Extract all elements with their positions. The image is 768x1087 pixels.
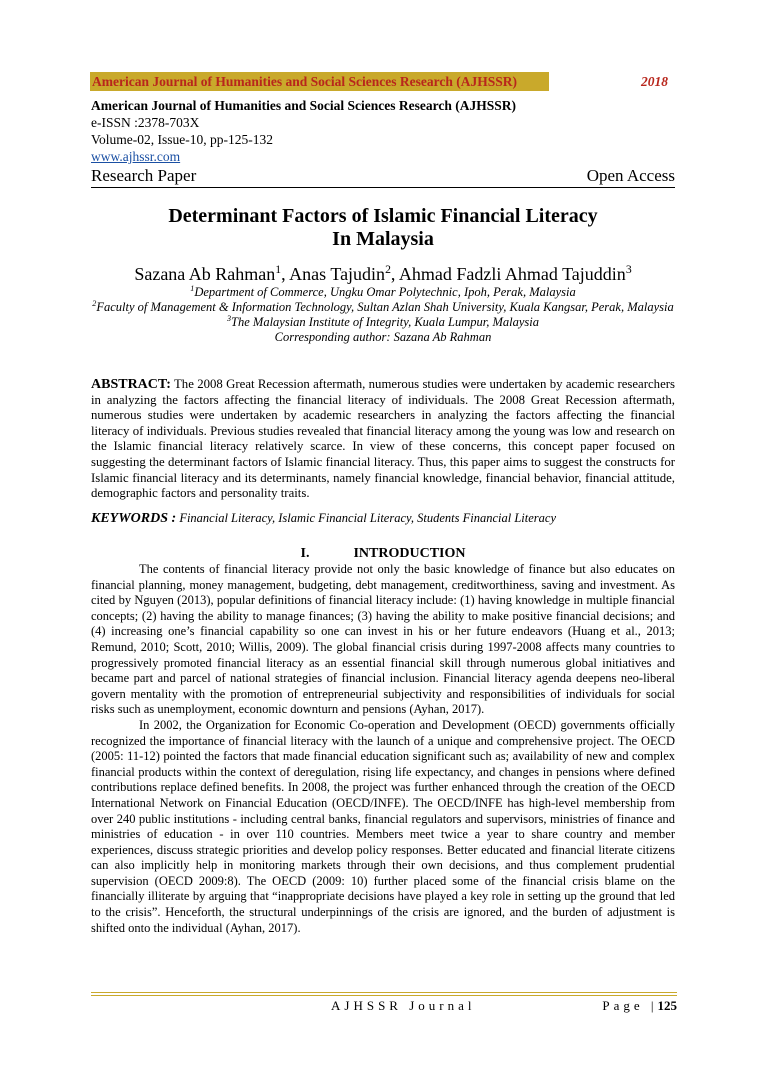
- journal-header-bar: [90, 72, 676, 91]
- body-text: [91, 562, 675, 936]
- affiliation-text: Department of Commerce, Ungku Omar Polytechnic, Ipoh, Perak, Malaysia: [194, 285, 576, 299]
- keywords-text: Financial Literacy, Islamic Financial Literacy, Students Financial Literacy: [179, 511, 556, 525]
- author-name: Anas Tajudin: [289, 264, 386, 284]
- author-name: Sazana Ab Rahman: [134, 264, 276, 284]
- footer-page-label: Page |: [602, 998, 658, 1013]
- meta-journal-name: American Journal of Humanities and Social Sciences Research (AJHSSR): [91, 98, 516, 113]
- affiliation-3: [91, 315, 675, 330]
- keywords-label: KEYWORDS :: [91, 511, 177, 526]
- affiliations: [91, 285, 675, 345]
- header-year: [549, 72, 676, 91]
- author-sup: 1: [275, 263, 282, 276]
- section-heading: [91, 546, 675, 562]
- footer-rule: [91, 992, 677, 996]
- title-line-1: Determinant Factors of Islamic Financial Literacy: [168, 205, 598, 227]
- paper-type: Research Paper: [91, 166, 197, 185]
- abstract-label: ABSTRACT:: [91, 377, 171, 392]
- footer-page-number: 125: [657, 998, 677, 1013]
- footer-journal: AJHSSR Journal: [331, 998, 476, 1013]
- abstract: [91, 377, 675, 502]
- author-sep: ,: [390, 264, 399, 284]
- affiliation-sup: 1: [190, 283, 195, 293]
- footer-page: [602, 998, 677, 1014]
- author-name: Ahmad Fadzli Ahmad Tajuddin: [398, 264, 626, 284]
- paper-title: [91, 205, 675, 251]
- section-number: I.: [300, 546, 310, 561]
- corresponding-author: Corresponding author: Sazana Ab Rahman: [274, 330, 492, 344]
- author-sup: 2: [385, 263, 391, 276]
- author-list: [91, 264, 675, 285]
- keywords: [91, 511, 675, 527]
- paragraph: The contents of financial literacy provide not only the basic knowledge of finance but also educates on financial planning, money management, budgeting, debt management, creditworthiness, saving and investment. As cited by Nguyen (2013), popular definitions of financial literacy include: (1) having knowledge in multiple financial concepts; (2) having the ability to manage finances; (3) having the ability to make positive financial decisions; and (4) increasing one’s financial capability so one can invest in his or her future endeavors (Huang et al., 2013; Remund, 2010; Scott, 2010; Willis, 2009). The global financial crisis during 1997-2008 affects many countries to progressively promoted financial literacy as an essential financial skill through numerous global initiatives and became part and parcel of national strategies of financial inclusion. Financial literacy agenda deepens neo-liberal govern mentality with the promotion of entrepreneurial subjectivity and responsibilities of individuals for social risks such as unemployment, economic downturn and pensions (Ayhan, 2017).: [91, 562, 675, 717]
- paper-type-row: [91, 166, 675, 188]
- section-title: INTRODUCTION: [353, 546, 466, 561]
- affiliation-text: The Malaysian Institute of Integrity, Kuala Lumpur, Malaysia: [231, 315, 540, 329]
- title-line-2: In Malaysia: [332, 228, 434, 250]
- meta-volume: Volume-02, Issue-10, pp-125-132: [91, 132, 273, 147]
- header-year-text: 2018: [641, 74, 668, 89]
- affiliation-sup: 2: [92, 298, 97, 308]
- abstract-text: The 2008 Great Recession aftermath, numerous studies were undertaken by academic researchers in analyzing the factors affecting the financial literacy of individuals. The 2008 Great Recession aftermath, numerous studies were undertaken by academic researchers in analyzing the factors affecting the financial literacy of individuals. Previous studies revealed that financial literacy among the young was low and research on the Islamic financial literacy relatively scarce. In view of these concerns, this concept paper focused on suggesting the determinant factors of Islamic financial literacy. Thus, this paper aims to suggest the constructs for Islamic financial literacy and its determinants, namely financial knowledge, financial behavior, financial attitude, demographic factors and personality traits.: [91, 377, 676, 501]
- meta-website-link[interactable]: www.ajhssr.com: [91, 149, 181, 164]
- author-sep: ,: [281, 264, 290, 284]
- access-type: Open Access: [586, 166, 675, 185]
- affiliation-text: Faculty of Management & Information Technology, Sultan Azlan Shah University, Kuala Kangsar, Perak, Malaysia: [96, 300, 674, 314]
- journal-meta: [91, 97, 516, 165]
- meta-issn: e-ISSN :2378-703X: [91, 115, 200, 130]
- paragraph: In 2002, the Organization for Economic Co-operation and Development (OECD) governments officially recognized the importance of financial literacy with the launch of a unique and comprehensive project. The OECD (2005: 11-12) pointed the factors that made financial education significant such as; availability of new and complex financial products within the context of deregulation, rising life expectancy, and changes in pensions where defined contributions replace defined benefits. In 2008, the project was further enhanced through the creation of the OECD International Network on Financial Education (OECD/INFE). The OECD/INFE has high-level membership from over 240 public institutions - including central banks, financial regulators and supervisors, ministries of finance and ministries of education - in over 110 countries. Members meet twice a year to share country and member experiences, discuss strategic priorities and develop policy responses. Better educated and financial literate citizens can also implicitly help in monitoring markets through their own decisions, and thus complement prudential supervision (OECD 2009:8). The OECD (2009: 10) further placed some of the financial crisis blame on the financially illiterate by arguing that “inappropriate decisions have played a key role in setting up the ground that led to the crisis”. Henceforth, the structural underpinnings of the crisis are ignored, and the burden of adjustment is shifted onto the individual (Ayhan, 2017).: [91, 717, 675, 935]
- affiliation-1: [91, 285, 675, 300]
- header-journal-title: American Journal of Humanities and Social Sciences Research (AJHSSR): [92, 73, 517, 89]
- affiliation-2: [91, 300, 675, 315]
- affiliation-sup: 3: [226, 313, 232, 323]
- author-sup: 3: [625, 263, 632, 276]
